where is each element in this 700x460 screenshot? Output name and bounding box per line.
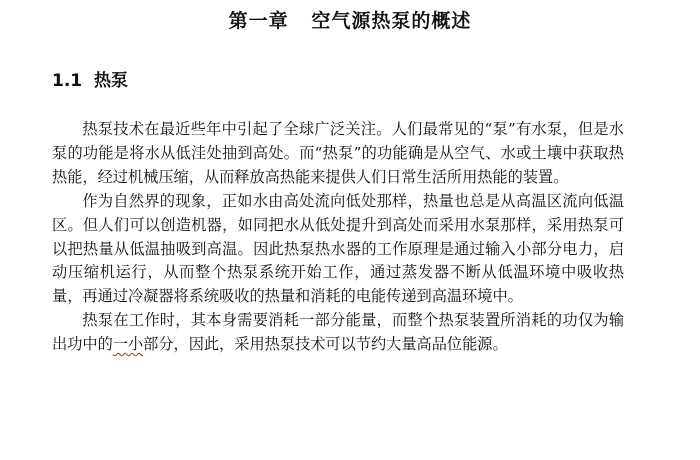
spellcheck-flagged-text[interactable]: 一小 <box>112 335 144 354</box>
chapter-title: 第一章 空气源热泵的概述 <box>228 10 472 32</box>
body-text <box>52 118 624 357</box>
paragraph-3 <box>52 309 624 357</box>
paragraph-1: 热泵技术在最近些年中引起了全球广泛关注。人们最常见的“泵”有水泵，但是水泵的功能是将水从低洼处抽到高处。而“热泵”的功能确是从空气、水或土壤中获取热热能，经过机械压缩，从而释放高热能来提供人们日常生活所用热能的装置。 <box>52 120 624 186</box>
section-number: 1.1 <box>52 71 83 91</box>
section-title: 热泵 <box>93 71 128 91</box>
paragraph-3-text-after: 部分，因此，采用热泵技术可以节约大量高品位能源。 <box>143 335 508 354</box>
paragraph-3-text-before: 热泵在工作时，其本身需要消耗一部分能量，而整个热泵装置所消耗的功仅为输出功中的 <box>52 311 624 354</box>
section-heading <box>52 66 128 91</box>
paragraph-2: 作为自然界的现象，正如水由高处流向低处那样，热量也总是从高温区流向低温区。但人们可以创造机器，如同把水从低处提升到高处而采用水泵那样，采用热泵可以把热量从低温抽吸到高温。因此热泵热水器的工作原理是通过输入小部分电力，启动压缩机运行，从而整个热泵系统开始工作，通过蒸发器不断从低温环境中吸收热量，再通过冷凝器将系统吸收的热量和消耗的电能传递到高温环境中。 <box>52 191 624 306</box>
